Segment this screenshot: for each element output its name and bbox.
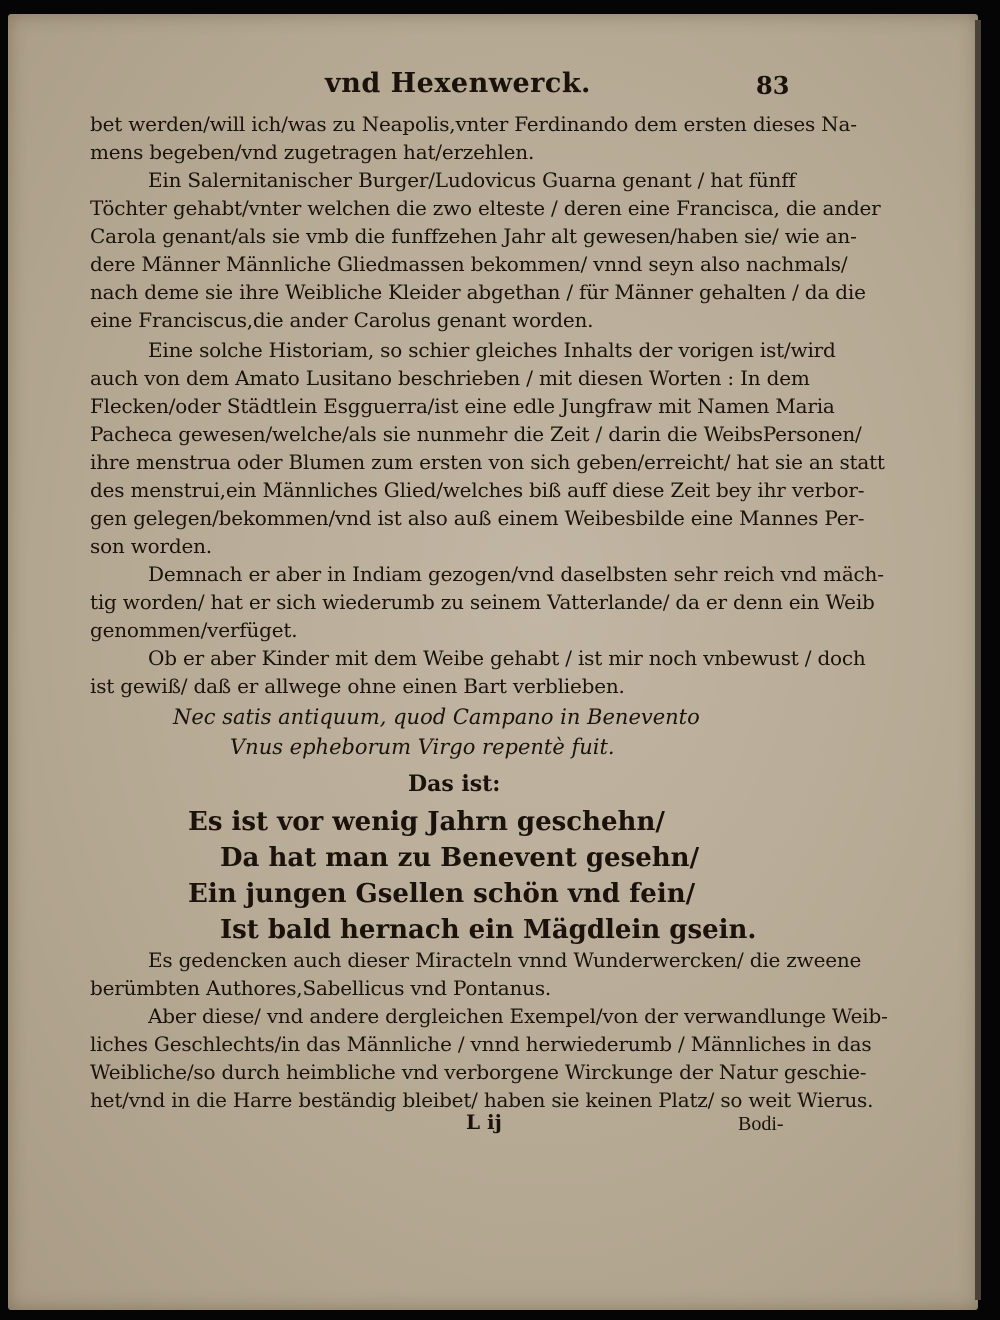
paragraph-start: Ob er aber Kinder mit dem Weibe gehabt / ist mir noch vnbewust / doch — [148, 646, 866, 670]
paragraph-start: Eine solche Historiam, so schier gleiches Inhalts der vorigen ist/wird — [148, 338, 836, 362]
text-line: Carola genant/als sie vmb die funffzehen Jahr alt gewesen/haben sie/ wie an- — [90, 224, 857, 248]
text-line: liches Geschlechts/in das Männliche / vnnd herwiederumb / Männliches in das — [90, 1032, 872, 1056]
text-line: son worden. — [90, 534, 212, 558]
text-line: Flecken/oder Städtlein Esgguerra/ist eine edle Jungfraw mit Namen Maria — [90, 394, 835, 418]
german-verse-line: Da hat man zu Benevent gesehn/ — [220, 843, 700, 873]
german-verse-line: Ein jungen Gsellen schön vnd fein/ — [188, 879, 696, 909]
german-verse-line: Es ist vor wenig Jahrn geschehn/ — [188, 807, 665, 837]
german-verse-line: Ist bald hernach ein Mägdlein gsein. — [220, 915, 757, 945]
text-line: berümbten Authores,Sabellicus vnd Pontanus. — [90, 976, 552, 1000]
text-line: Weibliche/so durch heimbliche vnd verborgene Wirckunge der Natur geschie- — [90, 1060, 867, 1084]
signature-mark: L ij — [466, 1110, 502, 1134]
latin-verse-line: Nec satis antiquum, quod Campano in Benevento — [173, 705, 700, 729]
book-page — [8, 14, 978, 1310]
paragraph-start: Es gedencken auch dieser Miracteln vnnd Wunderwercken/ die zweene — [148, 948, 862, 972]
paragraph-start: Ein Salernitanischer Burger/Ludovicus Guarna genant / hat fünff — [148, 168, 796, 192]
text-line: mens begeben/vnd zugetragen hat/erzehlen. — [90, 140, 535, 164]
text-line: nach deme sie ihre Weibliche Kleider abgethan / für Männer gehalten / da die — [90, 280, 866, 304]
paragraph-start: Demnach er aber in Indiam gezogen/vnd daselbsten sehr reich vnd mäch- — [148, 562, 884, 586]
das-ist-heading: Das ist: — [408, 771, 501, 797]
text-line: gen gelegen/bekommen/vnd ist also auß einem Weibesbilde eine Mannes Per- — [90, 506, 865, 530]
text-line: Töchter gehabt/vnter welchen die zwo elteste / deren eine Francisca, die ander — [90, 196, 881, 220]
page-edge-shadow — [975, 20, 981, 1300]
text-line: tig worden/ hat er sich wiederumb zu seinem Vatterlande/ da er denn ein Weib — [90, 590, 875, 614]
text-line: ihre menstrua oder Blumen zum ersten von sich geben/erreicht/ hat sie an statt — [90, 450, 885, 474]
text-line: Pacheca gewesen/welche/als sie nunmehr die Zeit / darin die WeibsPersonen/ — [90, 422, 862, 446]
text-line: het/vnd in die Harre beständig bleibet/ haben sie keinen Platz/ so weit Wierus. — [90, 1088, 874, 1112]
catchword: Bodi- — [738, 1113, 784, 1135]
text-line: genommen/verfüget. — [90, 618, 298, 642]
text-line: bet werden/will ich/was zu Neapolis,vnter Ferdinando dem ersten dieses Na- — [90, 112, 857, 136]
text-line: ist gewiß/ daß er allwege ohne einen Bart verblieben. — [90, 674, 625, 698]
paragraph-start: Aber diese/ vnd andere dergleichen Exempel/von der verwandlunge Weib- — [148, 1004, 888, 1028]
text-line: dere Männer Männliche Gliedmassen bekommen/ vnnd seyn also nachmals/ — [90, 252, 848, 276]
text-line: des menstrui,ein Männliches Glied/welches biß auff diese Zeit bey ihr verbor- — [90, 478, 865, 502]
latin-verse-line: Vnus epheborum Virgo repentè fuit. — [230, 735, 615, 759]
running-header: vnd Hexenwerck. — [325, 68, 591, 99]
text-line: auch von dem Amato Lusitano beschrieben / mit diesen Worten : In dem — [90, 366, 810, 390]
text-line: eine Franciscus,die ander Carolus genant worden. — [90, 308, 594, 332]
page-text — [8, 14, 978, 1310]
page-number: 83 — [756, 71, 790, 100]
